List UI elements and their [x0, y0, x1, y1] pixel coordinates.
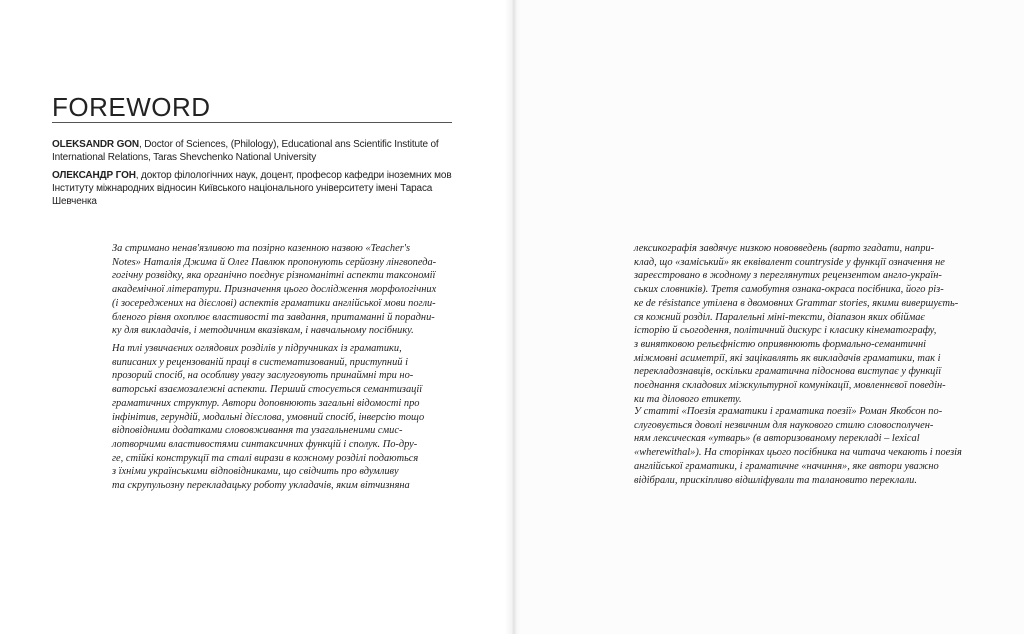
text-line: історію й сьогодення, політичний дискурс і класику кінематографу,	[634, 325, 937, 337]
text-line: За стримано ненав'язливою та позірно казенною назвою «Teacher's	[112, 243, 411, 254]
text-line: лексикографія завдячує низкою нововведень (варто згадати, напри-	[634, 243, 935, 254]
text-line: та скрупульозну перекладацьку роботу укладачів, яким вітчизняна	[112, 480, 410, 492]
text-line: з винятковою рельєфністю оприявнюють формально-семантичні	[634, 338, 927, 350]
text-line: відповідними додатками слововживання та узагальненими смис-	[112, 425, 403, 437]
text-line: ням лексичеcкая «утварь» (в авторизованому перекладі – lexical	[634, 433, 920, 445]
text-line: гогічну розвідку, яка органічно поєднує різноманітні аспекти таксономії	[112, 270, 436, 282]
text-line: У статті «Поезія граматики і граматика поезії» Роман Якобсон по-	[634, 406, 943, 417]
text-line: На тлі узвичаєних оглядових розділів у підручниках із граматики,	[112, 343, 402, 354]
text-line: зареєстровано в жодному з переглянутих рецензентом англо-україн-	[634, 270, 942, 282]
text-line: поєднання складових міжкультурної комунікації, мовленнєвої поведін-	[634, 380, 946, 392]
text-line: ських словників). Третя самобутня ознака-окраса посібника, його різ-	[634, 284, 944, 296]
title-divider	[52, 122, 452, 123]
text-line: граматичних структур. Автори доповнюють загальні відомості про	[112, 397, 420, 409]
author-details-ua: , доктор філологічних наук, доцент, професор кафедри іноземних мов Інституту міжнародних відносин Київського національного університету імені Тараса Шевченка	[52, 170, 452, 207]
right-paragraph-2	[634, 405, 974, 487]
right-paragraph-1	[634, 242, 974, 406]
text-line: ваторські взаємозалежні аспекти. Перший стосується семантизації	[112, 384, 423, 396]
text-line: ке de résistance утілена в двомовних Grammar stories, якими вивершуєть-	[634, 297, 959, 309]
text-line: ге, стійкі конструкції та сталі вирази в кожному розділі подаються	[112, 452, 419, 464]
text-line: слуговується доволі незвичним для наукового стилю словосполучен-	[634, 419, 934, 431]
text-line: відібрали, прискіпливо відшліфували та талановито переклали.	[634, 474, 917, 486]
author-name-en: OLEKSANDR GON	[52, 139, 139, 150]
page-gutter	[505, 0, 521, 634]
text-line: перекладознавців, оскільки граматична підоснова виступає у функції	[634, 366, 942, 378]
text-line: інфінітив, герундій, модальні дієслова, умовний спосіб, інверсію тощо	[112, 411, 425, 423]
text-line: бленого рівня охоплює властивості та завдання, притаманні й порадни-	[112, 311, 435, 323]
text-line: прозорий спосіб, на особливу увагу заслуговують принаймні три но-	[112, 370, 414, 382]
text-line: англійської граматики, і граматичне «начиння», яке автори уважно	[634, 460, 939, 472]
author-details-en: , Doctor of Sciences, (Philology), Educational ans Scientific Institute of International Relations, Taras Shevchenko National University	[52, 139, 439, 163]
text-line: (і зосереджених на дієслові) аспектів граматики англійської мови погли-	[112, 297, 436, 309]
text-line: з їхніми українськими відповідниками, що свідчить про вдумливу	[112, 466, 399, 478]
author-affiliation-ua	[52, 169, 457, 208]
page-title: FOREWORD	[52, 92, 211, 122]
text-line: академічної літератури. Призначення цього дослідження морфологічних	[112, 284, 437, 296]
text-line: ся кожний розділ. Паралельні міні-тексти, діапазон яких обіймає	[634, 311, 925, 323]
author-affiliation-en	[52, 138, 457, 164]
text-line: «wherewithal»). На сторінках цього посібника на читача чекають і поезія	[634, 447, 962, 459]
text-line: ки та ділового етикету.	[634, 393, 742, 405]
text-line: міжмовні асиметрії, які зацікавлять як викладачів граматики, так і	[634, 352, 941, 364]
text-line: виписаних у рецензованій праці в систематизований, приступний і	[112, 356, 408, 368]
left-paragraph-1	[112, 242, 452, 338]
text-line: лотворчими властивостями синтаксичних функцій і сполук. По-дру-	[112, 438, 418, 450]
text-line: Notes» Наталія Джима й Олег Павлюк пропонують серйозну лінгвопеда-	[112, 256, 437, 268]
left-paragraph-2	[112, 342, 452, 493]
author-name-ua: ОЛЕКСАНДР ГОН	[52, 170, 136, 181]
text-line: клад, що «заміський» як еквівалент countryside у функції означення не	[634, 256, 945, 268]
text-line: ку для викладачів, і методичним вказівкам, і навчальному посібнику.	[112, 325, 414, 337]
